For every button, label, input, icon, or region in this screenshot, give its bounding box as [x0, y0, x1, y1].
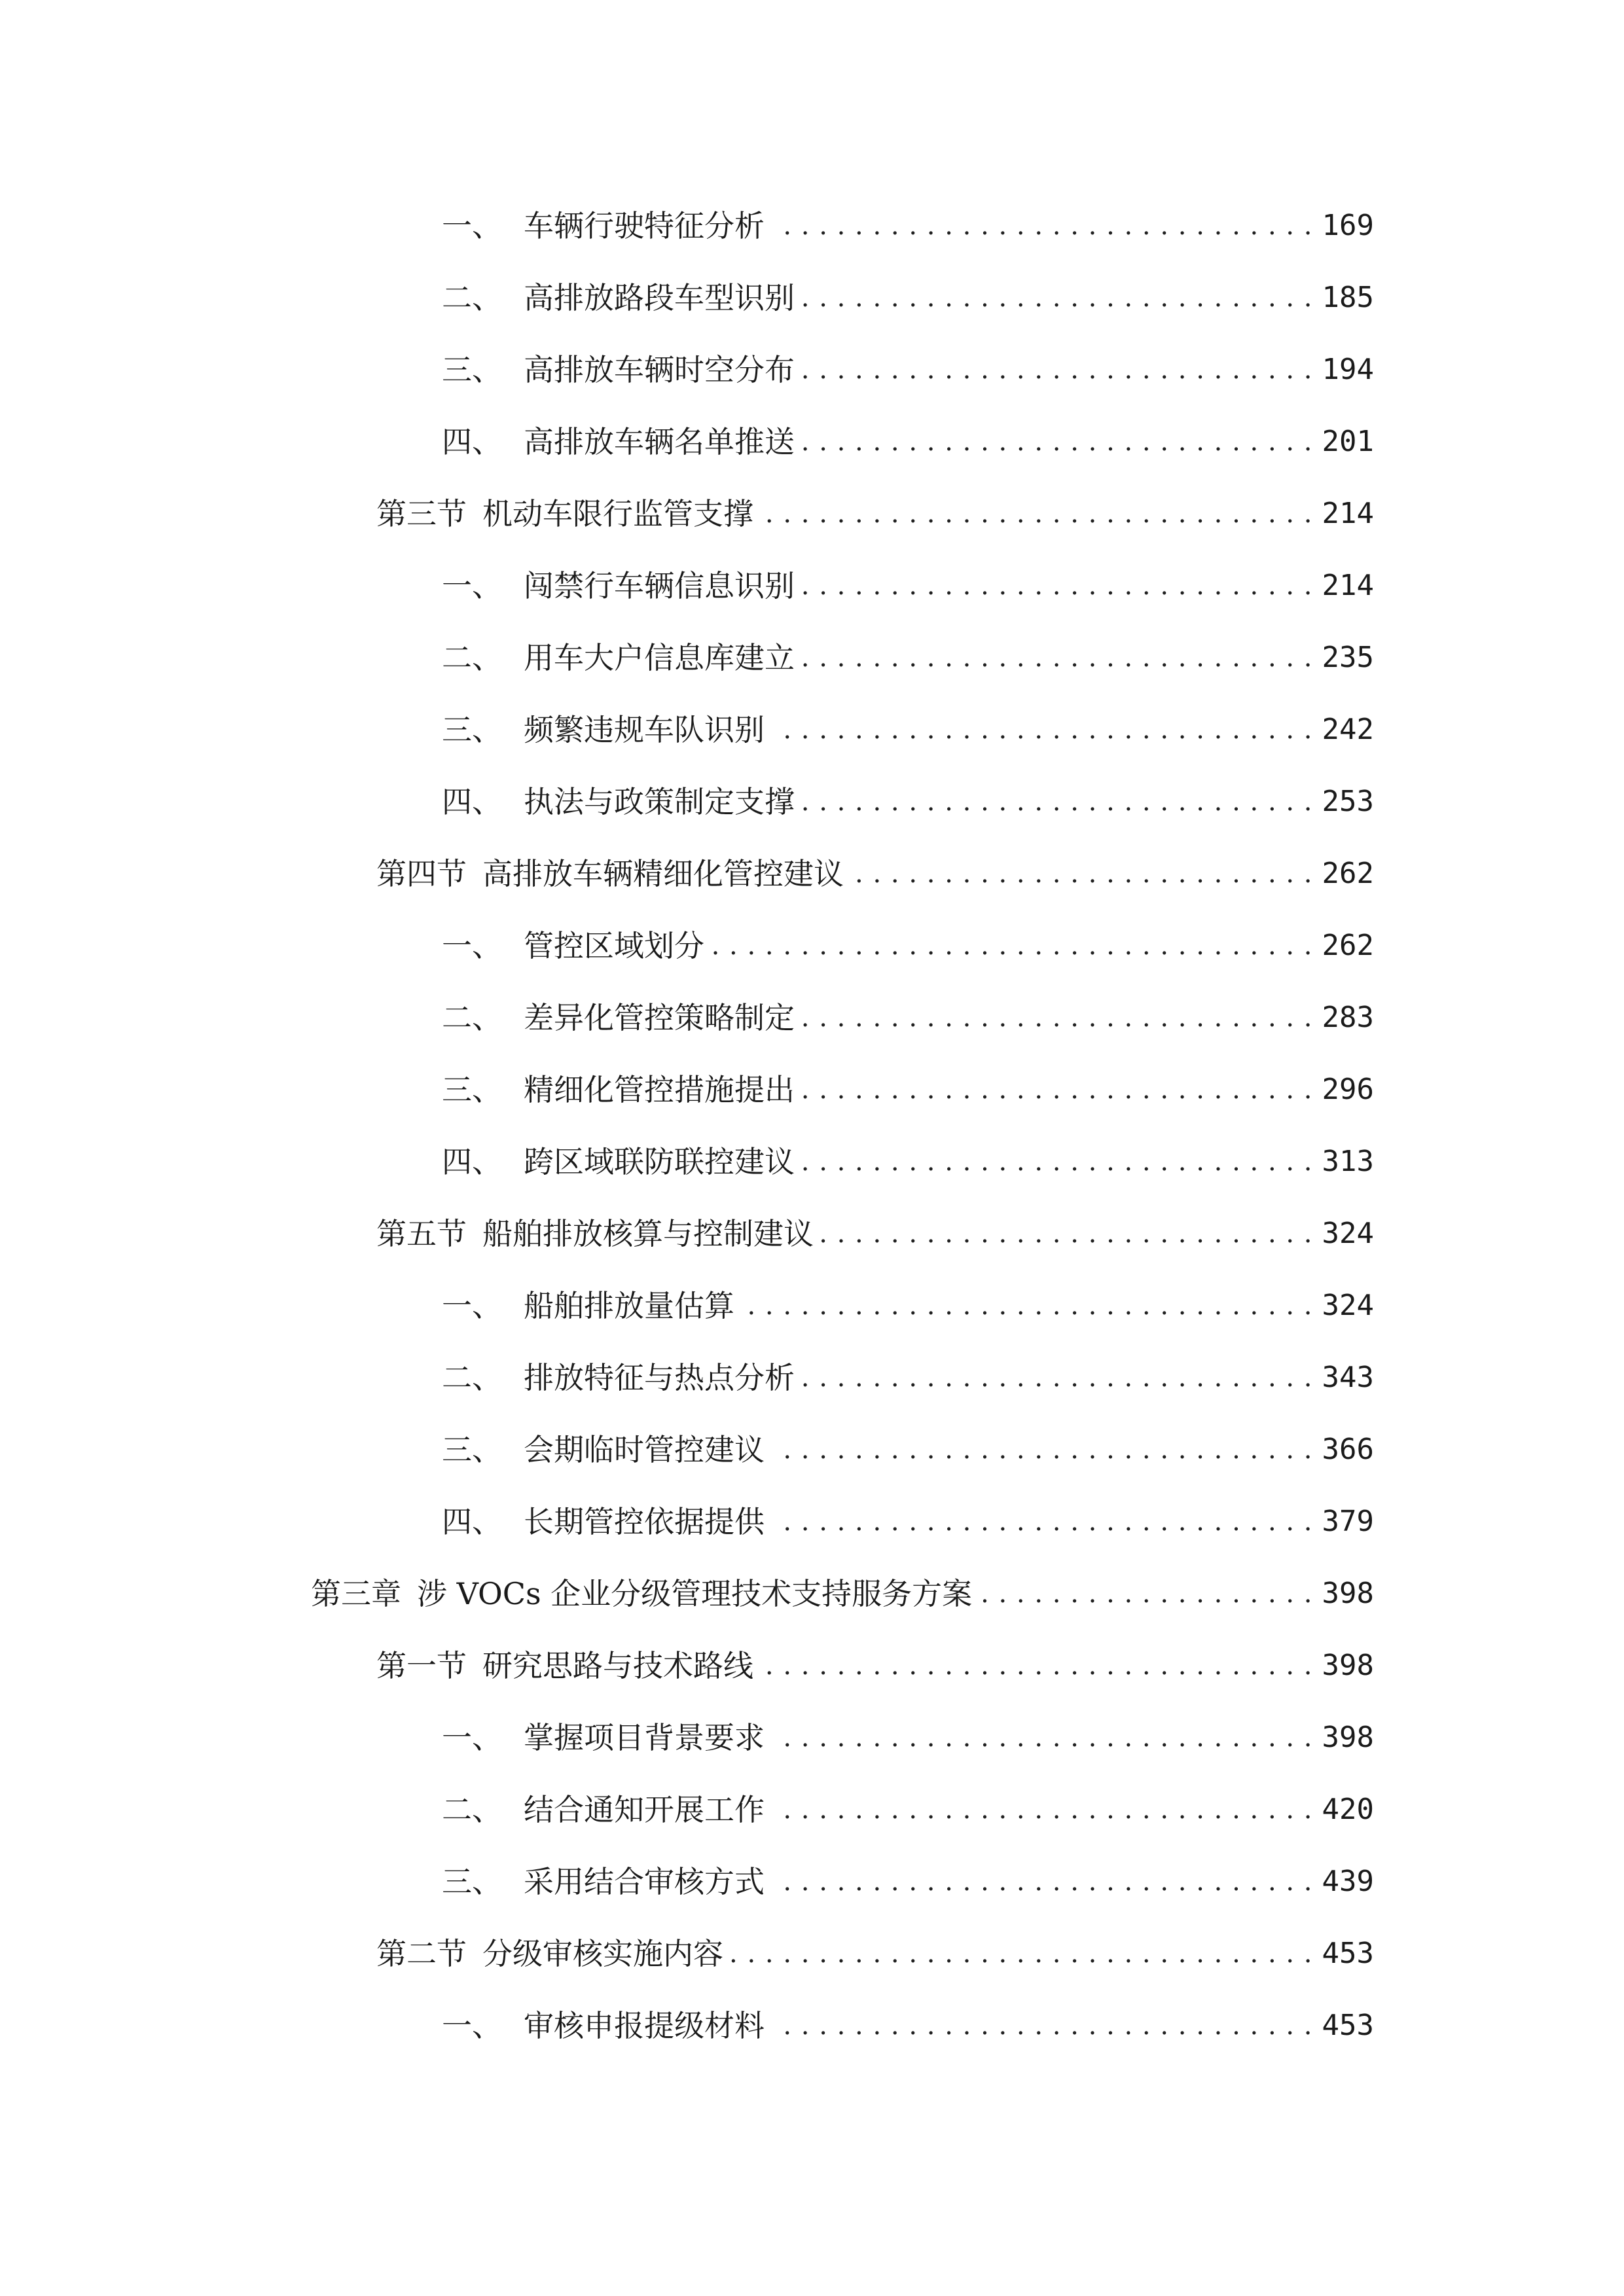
toc-entry[interactable] [442, 342, 1374, 397]
toc-entry-number: 四、 [442, 1504, 502, 1539]
toc-entry[interactable] [376, 1206, 1374, 1261]
toc-entry[interactable] [376, 1638, 1374, 1693]
toc-entry-page: 235 [1322, 641, 1374, 674]
toc-dot-leader [760, 1638, 1313, 1693]
toc-entry[interactable] [376, 1926, 1374, 1981]
toc-entry[interactable] [442, 630, 1374, 685]
toc-entry-number: 一、 [442, 568, 502, 603]
toc-entry-number: 第三节 [376, 496, 467, 531]
toc-entry[interactable] [442, 1062, 1374, 1117]
toc-entry[interactable] [442, 990, 1374, 1045]
toc-entry-title: 涉 VOCs 企业分级管理技术支持服务方案 [417, 1576, 973, 1611]
toc-entry-number: 第三章 [311, 1576, 401, 1611]
toc-entry-page: 185 [1322, 281, 1374, 314]
toc-entry-number: 三、 [442, 1864, 502, 1899]
toc-entry-page: 398 [1322, 1577, 1374, 1610]
toc-entry-title: 高排放路段车型识别 [524, 280, 795, 315]
toc-entry[interactable] [442, 1278, 1374, 1333]
toc-entry-title: 闯禁行车辆信息识别 [524, 568, 795, 603]
toc-entry-page: 262 [1322, 929, 1374, 962]
toc-dot-leader [801, 1062, 1313, 1117]
toc-entry-number: 二、 [442, 1000, 502, 1035]
toc-dot-leader [771, 198, 1313, 253]
toc-entry[interactable] [442, 414, 1374, 469]
toc-dot-leader [801, 630, 1313, 685]
toc-dot-leader [771, 1422, 1313, 1477]
toc-dot-leader [801, 414, 1313, 469]
toc-dot-leader [801, 1350, 1313, 1405]
toc-entry-title: 精细化管控措施提出 [524, 1072, 795, 1107]
toc-dot-leader [850, 846, 1313, 901]
toc-entry-number: 第一节 [376, 1648, 467, 1683]
toc-entry-page: 420 [1322, 1793, 1374, 1826]
toc-entry[interactable] [442, 774, 1374, 829]
toc-entry-number: 一、 [442, 208, 502, 243]
toc-dot-leader [771, 702, 1313, 757]
toc-entry-page: 379 [1322, 1505, 1374, 1538]
toc-dot-leader [801, 774, 1313, 829]
toc-entry-title: 长期管控依据提供 [524, 1504, 765, 1539]
toc-entry-page: 201 [1322, 425, 1374, 458]
toc-entry-page: 194 [1322, 353, 1374, 386]
toc-entry-page: 398 [1322, 1649, 1374, 1682]
toc-entry-number: 二、 [442, 1360, 502, 1395]
toc-entry-title: 机动车限行监管支撑 [482, 496, 753, 531]
toc-entry-title: 频繁违规车队识别 [524, 712, 765, 747]
toc-entry-page: 214 [1322, 569, 1374, 602]
toc-dot-leader [801, 1134, 1313, 1189]
toc-entry-number: 二、 [442, 1792, 502, 1827]
toc-entry-title: 船舶排放量估算 [524, 1288, 734, 1323]
toc-entry-page: 453 [1322, 2009, 1374, 2042]
toc-dot-leader [820, 1206, 1313, 1261]
toc-entry-page: 343 [1322, 1361, 1374, 1394]
toc-entry-title: 高排放车辆时空分布 [524, 352, 795, 387]
toc-entry-page: 169 [1322, 209, 1374, 242]
toc-entry[interactable] [442, 1710, 1374, 1765]
toc-entry-page: 366 [1322, 1433, 1374, 1466]
toc-entry-number: 一、 [442, 928, 502, 963]
toc-entry-number: 第二节 [376, 1936, 467, 1971]
toc-dot-leader [711, 918, 1313, 973]
toc-entry[interactable] [442, 1782, 1374, 1837]
toc-entry-page: 242 [1322, 713, 1374, 746]
toc-dot-leader [801, 990, 1313, 1045]
toc-entry-number: 二、 [442, 280, 502, 315]
toc-entry-title: 差异化管控策略制定 [524, 1000, 795, 1035]
toc-entry-number: 第四节 [376, 856, 467, 891]
toc-dot-leader [979, 1566, 1312, 1621]
toc-entry[interactable] [442, 1854, 1374, 1909]
toc-entry[interactable] [442, 1998, 1374, 2053]
toc-entry-number: 四、 [442, 1144, 502, 1179]
toc-dot-leader [741, 1278, 1313, 1333]
toc-entry-title: 研究思路与技术路线 [482, 1648, 753, 1683]
toc-dot-leader [730, 1926, 1313, 1981]
toc-entry-page: 324 [1322, 1217, 1374, 1250]
toc-entry[interactable] [442, 1494, 1374, 1549]
toc-entry-title: 分级审核实施内容 [482, 1936, 723, 1971]
toc-entry-page: 324 [1322, 1289, 1374, 1322]
toc-entry-number: 三、 [442, 352, 502, 387]
toc-dot-leader [771, 1494, 1313, 1549]
toc-entry-title: 会期临时管控建议 [524, 1432, 765, 1467]
toc-entry[interactable] [442, 558, 1374, 613]
toc-entry-title: 高排放车辆精细化管控建议 [482, 856, 844, 891]
toc-entry[interactable] [376, 846, 1374, 901]
toc-dot-leader [771, 1854, 1313, 1909]
toc-entry-title: 车辆行驶特征分析 [524, 208, 765, 243]
toc-entry[interactable] [442, 1134, 1374, 1189]
toc-entry[interactable] [442, 702, 1374, 757]
toc-entry[interactable] [442, 1350, 1374, 1405]
toc-dot-leader [771, 1998, 1313, 2053]
toc-entry[interactable] [442, 198, 1374, 253]
toc-entry-title: 用车大户信息库建立 [524, 640, 795, 675]
toc-entry-title: 排放特征与热点分析 [524, 1360, 795, 1395]
toc-entry[interactable] [442, 918, 1374, 973]
toc-entry-page: 398 [1322, 1721, 1374, 1754]
toc-dot-leader [771, 1782, 1313, 1837]
toc-entry-page: 262 [1322, 857, 1374, 890]
toc-entry-page: 296 [1322, 1073, 1374, 1106]
toc-entry-number: 第五节 [376, 1216, 467, 1251]
toc-dot-leader [771, 1710, 1313, 1765]
toc-entry-title: 掌握项目背景要求 [524, 1720, 765, 1755]
toc-entry-title: 采用结合审核方式 [524, 1864, 765, 1899]
toc-entry-number: 一、 [442, 1720, 502, 1755]
toc-entry-number: 三、 [442, 1432, 502, 1467]
toc-entry-page: 214 [1322, 497, 1374, 530]
toc-entry-page: 313 [1322, 1145, 1374, 1178]
toc-entry-number: 三、 [442, 1072, 502, 1107]
toc-entry-title: 执法与政策制定支撑 [524, 784, 795, 819]
toc-entry-page: 283 [1322, 1001, 1374, 1034]
toc-entry-title: 高排放车辆名单推送 [524, 424, 795, 459]
toc-entry-number: 三、 [442, 712, 502, 747]
toc-entry-title: 审核申报提级材料 [524, 2008, 765, 2043]
toc-entry[interactable] [376, 486, 1374, 541]
toc-entry[interactable] [442, 1422, 1374, 1477]
toc-entry-title: 跨区域联防联控建议 [524, 1144, 795, 1179]
toc-entry-title: 管控区域划分 [524, 928, 704, 963]
toc-dot-leader [760, 486, 1313, 541]
toc-entry-number: 四、 [442, 784, 502, 819]
toc-dot-leader [801, 342, 1313, 397]
toc-dot-leader [801, 558, 1313, 613]
toc-entry-page: 439 [1322, 1865, 1374, 1898]
toc-entry-page: 453 [1322, 1937, 1374, 1970]
toc-entry[interactable] [311, 1566, 1374, 1621]
toc-dot-leader [801, 270, 1313, 325]
toc-entry-number: 一、 [442, 1288, 502, 1323]
toc-entry-number: 一、 [442, 2008, 502, 2043]
toc-entry-number: 二、 [442, 640, 502, 675]
toc-entry-page: 253 [1322, 785, 1374, 818]
toc-entry[interactable] [442, 270, 1374, 325]
toc-entry-number: 四、 [442, 424, 502, 459]
toc-entry-title: 船舶排放核算与控制建议 [482, 1216, 814, 1251]
toc-entry-title: 结合通知开展工作 [524, 1792, 765, 1827]
